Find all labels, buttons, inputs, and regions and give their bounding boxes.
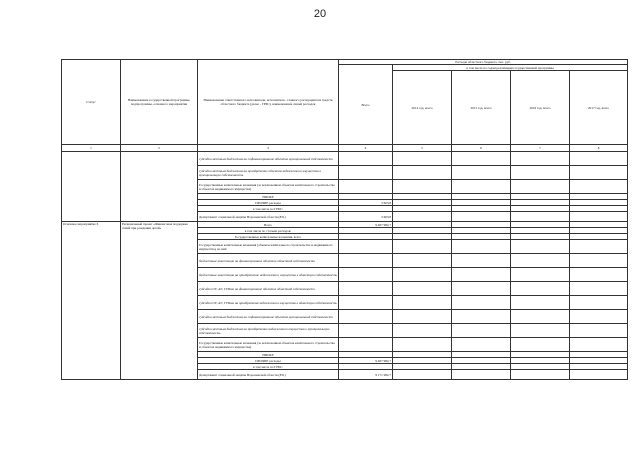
row-label: ПРОЧИЕ расходы: [198, 358, 339, 364]
index-cell: 2: [121, 145, 198, 152]
row-label: Государственные капитальные вложения (объекты капитального строительства и недвижимого имущества), из них:: [198, 240, 339, 254]
row-total: 3 603,8: [339, 200, 393, 206]
index-cell: 1: [62, 145, 121, 152]
row-label: НИОКР: [198, 194, 339, 200]
row-label: субсидии ОУ, АУ, ГУПам на приобретение недвижимого имущества в областную собственность: [198, 296, 339, 310]
row-total: 9 171 982,7: [339, 370, 393, 380]
index-cell: 7: [511, 145, 570, 152]
row-label: Государственные капитальные вложения (за исключением объектов капитального строительства и объектов недвижимого имущества): [198, 338, 339, 352]
row-label: Всего: [198, 222, 339, 228]
row-total: 9 407 982,7: [339, 222, 393, 228]
row-label: в том числе по статьям расходов:: [198, 228, 339, 234]
row-label: Государственные капитальные вложения (за исключением объектов капитального строительства и объектов недвижимого имущества): [198, 180, 339, 194]
row-total: [339, 324, 393, 338]
row-label: бюджетные инвестиции на приобретение недвижимого имущества в областную собственность: [198, 268, 339, 282]
index-cell: 4: [339, 145, 393, 152]
header-status: Статус: [62, 60, 121, 145]
row-label: ПРОЧИЕ расходы: [198, 200, 339, 206]
row-total: [339, 180, 393, 194]
row-label: НИОКР: [198, 352, 339, 358]
header-2015: 2015 год, всего: [452, 71, 511, 145]
row-total: [339, 268, 393, 282]
header-2016: 2016 год, всего: [511, 71, 570, 145]
row-total: [339, 254, 393, 268]
measure-status: Основное мероприятие 6: [62, 222, 121, 380]
row-label: в том числе по ГРБС:: [198, 364, 339, 370]
header-budget-group: Расходы областного бюджета, тыс. руб.: [339, 60, 628, 65]
measure-name: Региональный проект «Финансовая поддержка семей при рождении детей»: [121, 222, 198, 380]
row-label: в том числе по ГРБС:: [198, 206, 339, 212]
row-total: [339, 166, 393, 180]
row-total: [339, 310, 393, 324]
name-cell-empty: [121, 152, 198, 222]
index-cell: 6: [452, 145, 511, 152]
page-number: 20: [313, 8, 327, 20]
row-label: Государственные капитальные вложения, всего: [198, 234, 339, 240]
row-label: бюджетные инвестиции на финансирование объектов областной собственности: [198, 254, 339, 268]
header-total: Всего: [339, 65, 393, 145]
header-program-name: Наименование государственной программы, подпрограммы, основного мероприятия: [121, 60, 198, 145]
row-label: Департамент социальной защиты Воронежской области (831): [198, 370, 339, 380]
row-total: [339, 338, 393, 352]
index-cell: 3: [198, 145, 339, 152]
header-executor: Наименование ответственного исполнителя, исполнителя - главного распорядителя средств областного бюджета (далее - ГРБС), наименование связей расходов: [198, 60, 339, 145]
row-total: 9 407 982,7: [339, 358, 393, 364]
header-2017: 2017 год, всего: [570, 71, 628, 145]
table-row: [62, 152, 628, 166]
row-label: субсидии местным бюджетам на софинансирование объектов муниципальной собственности: [198, 152, 339, 166]
row-total: 3 603,8: [339, 212, 393, 222]
row-total: [339, 152, 393, 166]
header-2014: 2014 год, всего: [393, 71, 452, 145]
header-by-years: в том числе по годам реализации государственной программы: [393, 65, 628, 71]
index-cell: 5: [393, 145, 452, 152]
row-label: Департамент социальной защиты Воронежской области (831): [198, 212, 339, 222]
row-label: субсидии местным бюджетам на приобретение объектов недвижимого имущества в муниципальную собственность: [198, 166, 339, 180]
status-cell-empty: [62, 152, 121, 222]
row-total: [339, 282, 393, 296]
index-row: [62, 145, 628, 152]
row-total: [339, 296, 393, 310]
row-total: [339, 240, 393, 254]
row-label: субсидии местным бюджетам на приобретение недвижимого имущества в муниципальную собственность: [198, 324, 339, 338]
index-cell: 8: [570, 145, 628, 152]
row-label: субсидии ОУ, АУ, ГУПам на финансирование объектов областной собственности: [198, 282, 339, 296]
budget-table: [61, 59, 628, 380]
row-label: субсидии местным бюджетам на софинансирование объектов муниципальной собственности: [198, 310, 339, 324]
